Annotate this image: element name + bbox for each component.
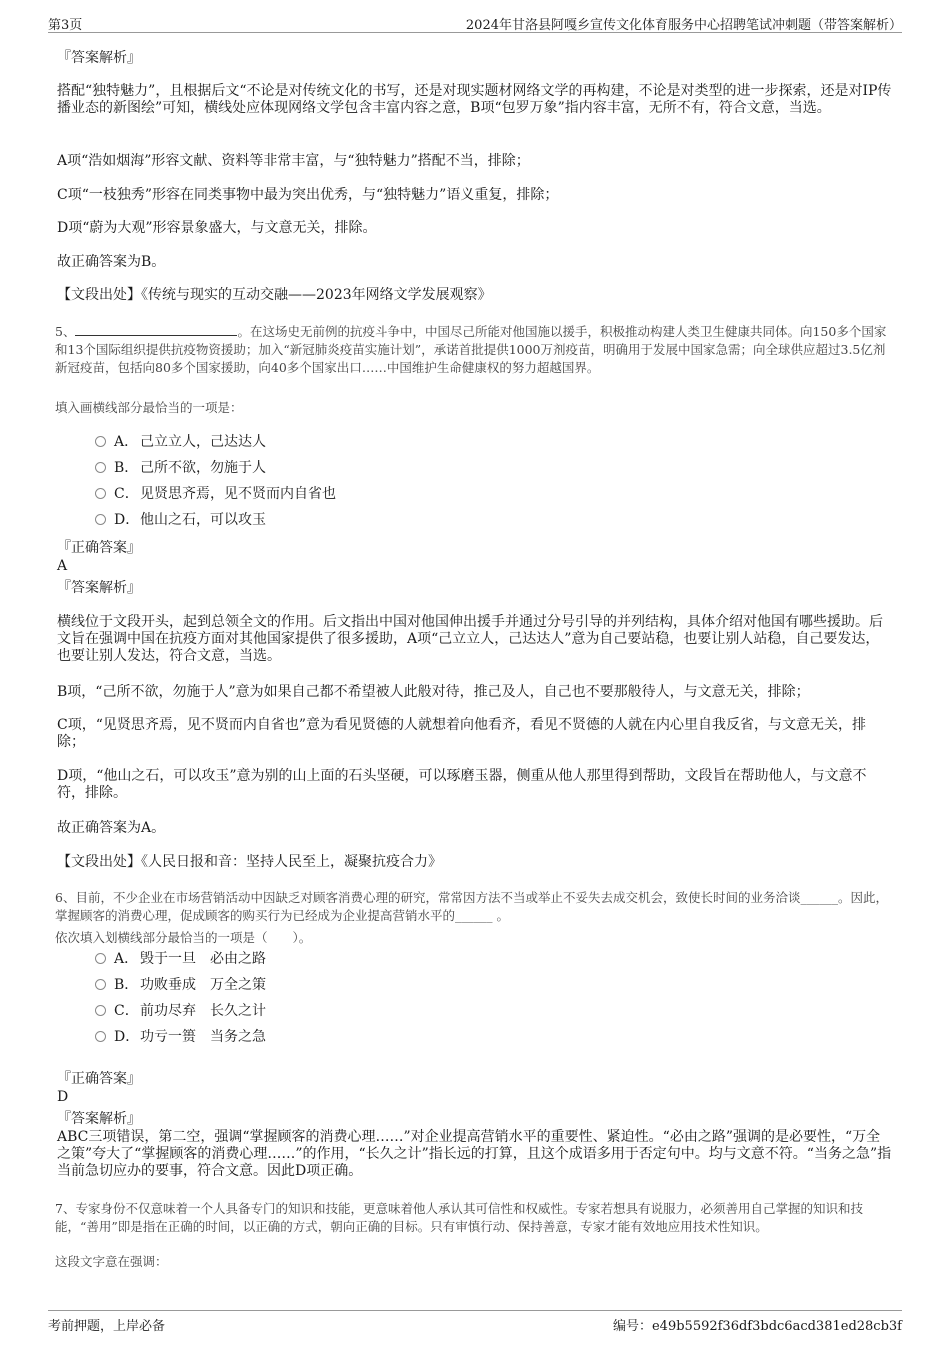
q6-answer-label: 『正确答案』 — [57, 1071, 141, 1087]
q4-analysis-option-c: C项“一枝独秀”形容在同类事物中最为突出优秀，与“独特魅力”语义重复，排除； — [57, 187, 559, 203]
document-code: 编号：e49b5592f36df3bdc6acd381ed28cb3f — [612, 1319, 902, 1334]
q4-conclusion: 故正确答案为B。 — [57, 254, 166, 270]
q4-source: 【文段出处】《传统与现实的互动交融——2023年网络文学发展观察》 — [57, 287, 492, 303]
q5-answer-label: 『正确答案』 — [57, 540, 141, 556]
q5-number: 5、 — [55, 324, 76, 339]
q5-option-b[interactable]: B． 己所不欲，勿施于人 — [95, 458, 266, 478]
radio-icon[interactable] — [95, 979, 106, 990]
q5-conclusion: 故正确答案为A。 — [57, 820, 166, 836]
q5-analysis-option-c: C项，“见贤思齐焉，见不贤而内自省也”意为看见贤德的人就想着向他看齐，看见不贤德的人就在内心里自我反省，与文意无关，排除； — [57, 717, 867, 750]
radio-icon[interactable] — [95, 953, 106, 964]
q6-blank-1: ______ — [800, 890, 838, 905]
q6-option-d[interactable]: D．功亏一篑 当务之急 — [95, 1027, 266, 1047]
radio-icon[interactable] — [95, 1031, 106, 1042]
radio-icon[interactable] — [95, 462, 106, 473]
q5-analysis-label: 『答案解析』 — [57, 580, 141, 596]
q4-analysis-option-a: A项“浩如烟海”形容文献、资料等非常丰富，与“独特魅力”搭配不当，排除； — [57, 153, 530, 169]
q4-analysis-option-d: D项“蔚为大观”形容景象盛大，与文意无关，排除。 — [57, 220, 377, 236]
q6-analysis-label: 『答案解析』 — [57, 1111, 141, 1127]
q6-answer: D — [57, 1089, 69, 1105]
q6-stem: 6、目前，不少企业在市场营销活动中因缺乏对顾客消费心理的研究，常常因方法不当或举止不妥失去成交机会，致使长时间的业务洽谈______。因此，掌握顾客的消费心理，促成顾客的购买行为已经成为企业提高营销水平的______ 。 — [55, 890, 888, 923]
q5-analysis-paragraph: 横线位于文段开头，起到总领全文的作用。后文指出中国对他国伸出援手并通过分号引导的并列结构，具体介绍对他国有哪些援助。后文旨在强调中国在抗疫方面对其他国家提供了很多援助，A项“己立立人，己达达人”意为自己要站稳，也要让别人站稳，自己要发达，也要让别人发达，符合文意，当选。 — [57, 614, 883, 664]
q6-analysis: ABC三项错误，第二空，强调“掌握顾客的消费心理……”对企业提高营销水平的重要性、紧迫性。“必由之路”强调的是必要性，“万全之策”夸大了“掌握顾客的消费心理……”的作用，“长久之计”指长远的打算，且这个成语多用于否定句中。均与文意不符。“当务之急”指当前急切应办的要事，符合文意。因此D项正确。 — [57, 1129, 892, 1179]
q6-option-a[interactable]: A． 毁于一旦 必由之路 — [95, 949, 266, 969]
document-title: 2024年甘洛县阿嘎乡宣传文化体育服务中心招聘笔试冲刺题（带答案解析） — [465, 18, 902, 33]
q5-blank — [75, 323, 237, 336]
q5-prompt: 填入画横线部分最恰当的一项是： — [55, 400, 243, 415]
page-number: 第3页 — [48, 18, 83, 33]
q5-analysis-option-b: B项，“己所不欲，勿施于人”意为如果自己都不希望被人此般对待，推己及人，自己也不要那般待人，与文意无关，排除； — [57, 684, 810, 700]
q5-analysis-option-d: D项，“他山之石，可以攻玉”意为别的山上面的石头坚硬，可以琢磨玉器，侧重从他人那里得到帮助，文段旨在帮助他人，与文意不符，排除。 — [57, 768, 867, 801]
q7-prompt: 这段文字意在强调： — [55, 1254, 168, 1269]
q5-stem — [55, 323, 895, 377]
footer-slogan: 考前押题，上岸必备 — [48, 1319, 166, 1334]
q6-blank-2: ______ — [455, 908, 493, 923]
radio-icon[interactable] — [95, 488, 106, 499]
q6-prompt: 依次填入划横线部分最恰当的一项是（ ）。 — [55, 930, 312, 945]
q5-option-c[interactable]: C．见贤思齐焉，见不贤而内自省也 — [95, 484, 336, 504]
radio-icon[interactable] — [95, 436, 106, 447]
radio-icon[interactable] — [95, 1005, 106, 1016]
q4-analysis-label: 『答案解析』 — [57, 50, 141, 66]
page-footer — [48, 1310, 902, 1335]
q6-option-c[interactable]: C．前功尽弃 长久之计 — [95, 1001, 266, 1021]
q5-text: 。在这场史无前例的抗疫斗争中，中国尽己所能对他国施以援手，积极推动构建人类卫生健康共同体。向150多个国家和13个国际组织提供抗疫物资援助；加入“新冠肺炎疫苗实施计划”，承诺首批提供1000万剂疫苗，明确用于发展中国家急需；向全球供应超过3.5亿剂新冠疫苗，包括向80多个国家援助，向40多个国家出口……中国维护生命健康权的努力超越国界。 — [55, 324, 887, 375]
q4-analysis-paragraph: 搭配“独特魅力”，且根据后文“不论是对传统文化的书写，还是对现实题材网络文学的再构建，不论是对类型的进一步探索，还是对IP传播业态的新图绘”可知，横线处应体现网络文学包含丰富内容之意，B项“包罗万象”指内容丰富，无所不有，符合文意，当选。 — [57, 83, 892, 116]
radio-icon[interactable] — [95, 514, 106, 525]
q5-option-a[interactable]: A． 己立立人，己达达人 — [95, 432, 266, 452]
q5-answer: A — [57, 558, 68, 574]
page-header — [48, 12, 902, 33]
q5-source: 【文段出处】《人民日报和音：坚持人民至上，凝聚抗疫合力》 — [57, 854, 442, 870]
q5-option-d[interactable]: D．他山之石，可以攻玉 — [95, 510, 266, 530]
q6-option-b[interactable]: B． 功败垂成 万全之策 — [95, 975, 266, 995]
q7-stem: 7、专家身份不仅意味着一个人具备专门的知识和技能，更意味着他人承认其可信性和权威性。专家若想具有说服力，必须善用自己掌握的知识和技能，“善用”即是指在正确的时间，以正确的方式，朝向正确的目标。只有审慎行动、保持善意，专家才能有效地应用技术性知识。 — [55, 1201, 863, 1234]
